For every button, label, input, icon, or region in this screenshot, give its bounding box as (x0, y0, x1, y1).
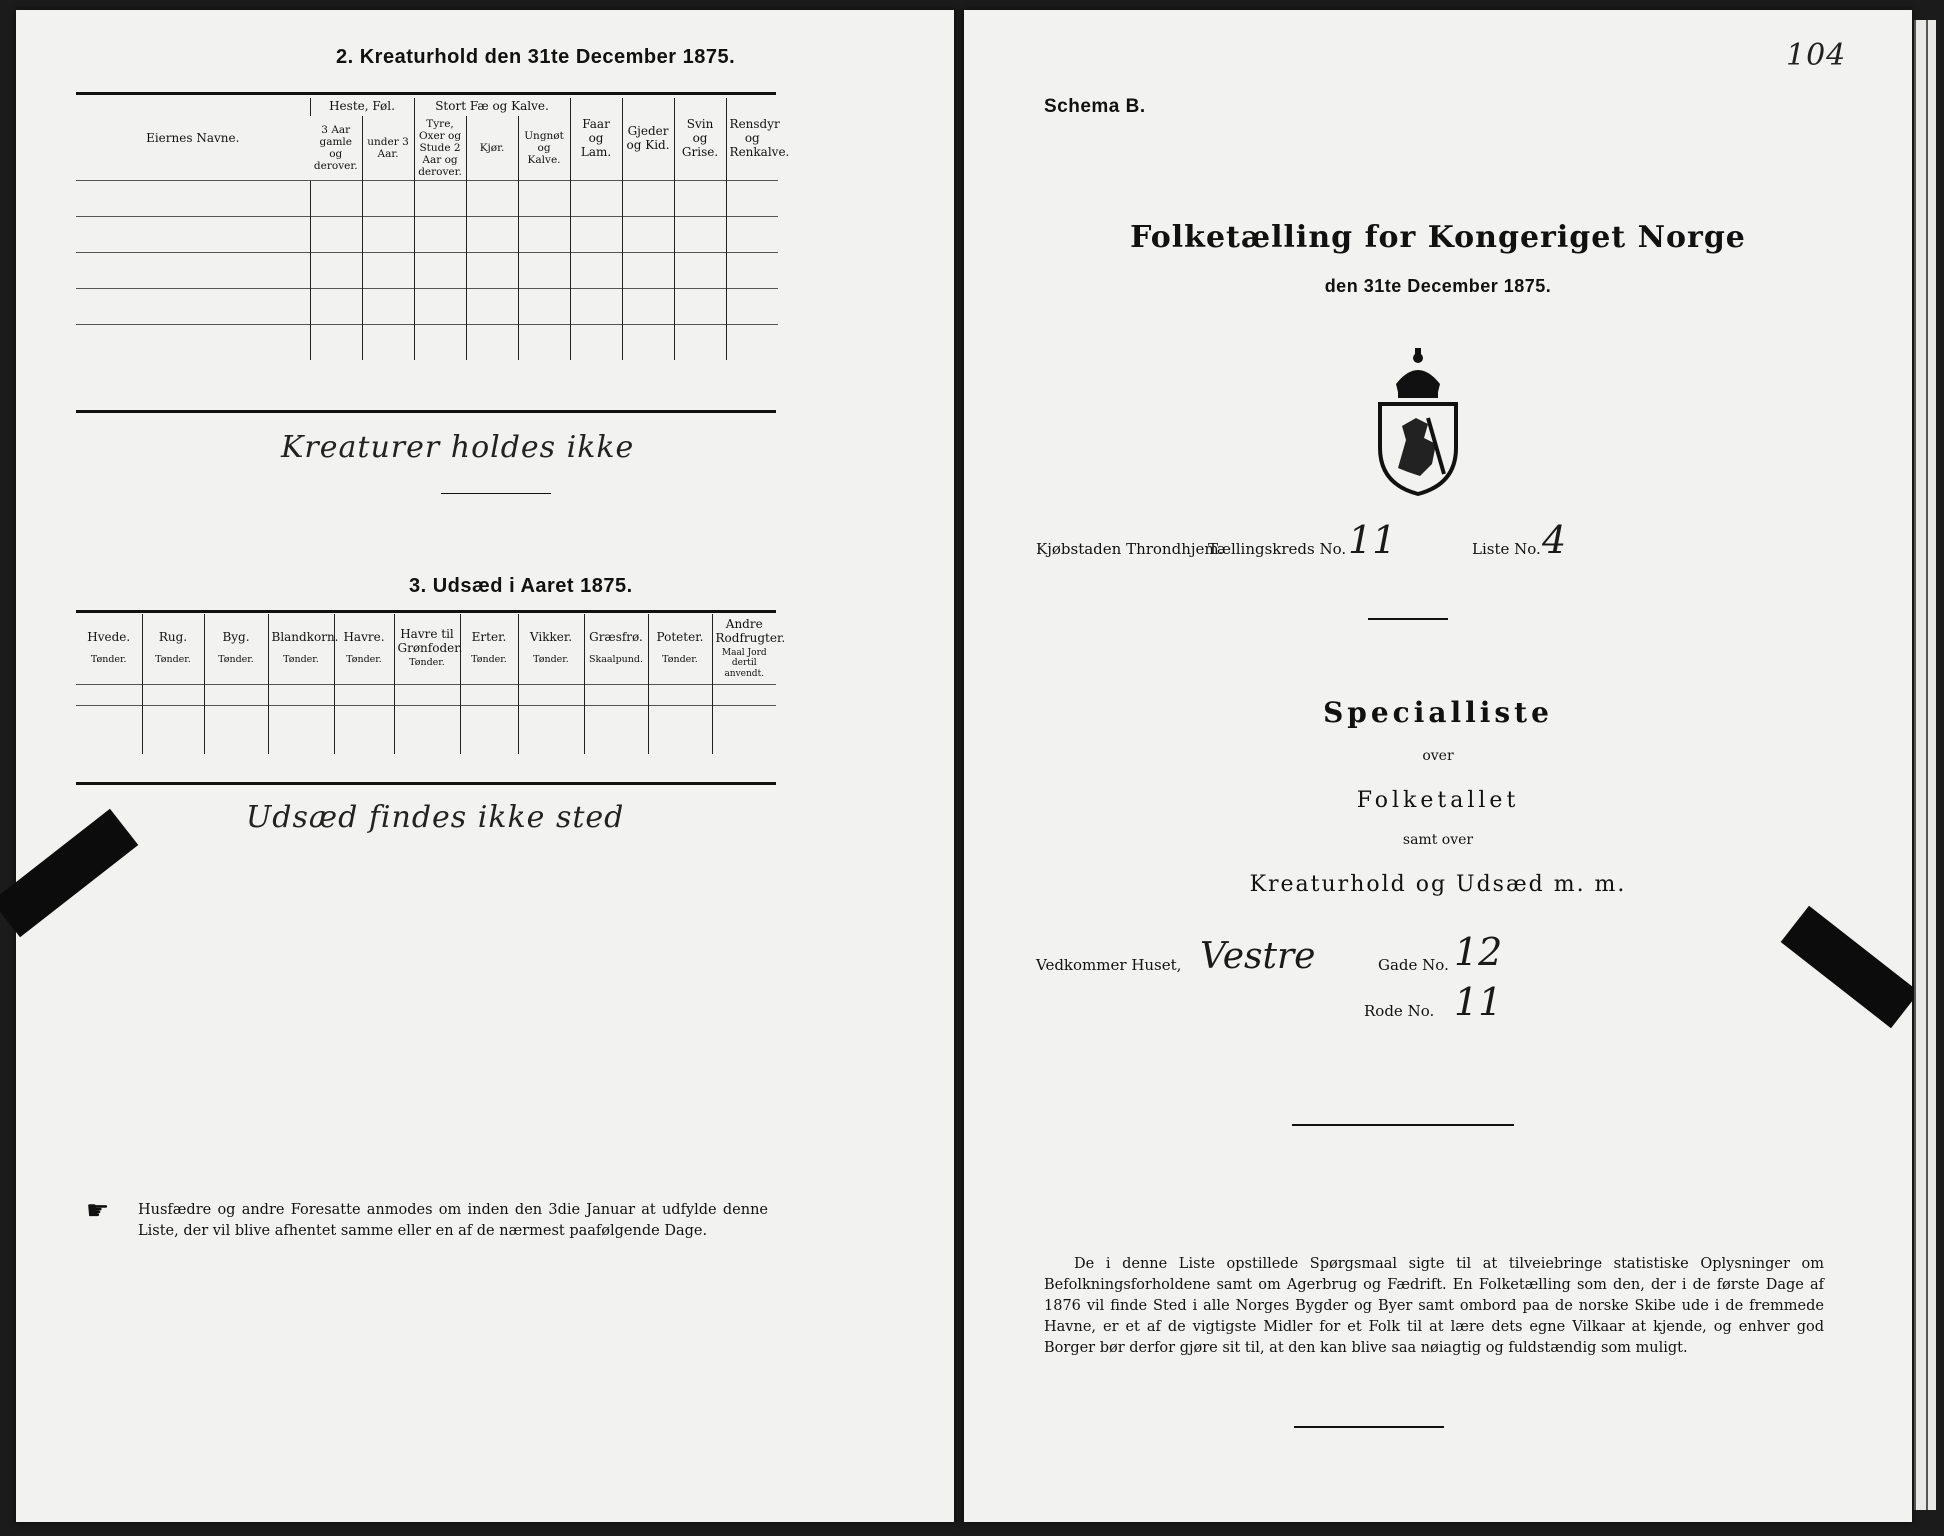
livestock-table (76, 98, 790, 360)
col-horses-3yr: 3 Aar gamle og derover. (313, 123, 358, 173)
seed-col-6: Erter. Tønder. (460, 614, 518, 684)
section3-top-rule (76, 610, 776, 613)
population-heading: Folketallet (1356, 788, 1520, 813)
city-label: Kjøbstaden Throndhjem. (1036, 540, 1224, 558)
list-label: Liste No. (1472, 540, 1541, 558)
table-row (76, 253, 778, 289)
special-list-heading: Specialliste (1323, 696, 1553, 729)
short-divider (1368, 618, 1448, 620)
table-row (76, 181, 778, 217)
left-page (16, 10, 954, 1522)
table-row (76, 705, 776, 754)
schema-label: Schema B. (1044, 96, 1146, 117)
footnote: Husfædre og andre Foresatte anmodes om inden den 3die Januar at udfylde denne Liste, der vil blive afhentet samme eller en af de nærmest paafølgende Dage. (138, 1202, 768, 1239)
seed-col-8: Græsfrø. Skaalpund. (584, 614, 648, 684)
col-horses-under3: under 3 Aar. (362, 116, 414, 181)
col-young-cattle: Ungnøt og Kalve. (518, 116, 570, 181)
house-label: Vedkommer Huset, (1036, 956, 1182, 974)
table-row (76, 325, 778, 361)
census-title: Folketælling for Kongeriget Norge (1130, 220, 1746, 255)
short-divider (441, 493, 551, 494)
col-pigs: Svin og Grise. (674, 98, 726, 181)
seed-col-5: Havre til Grønfoder. Tønder. (394, 614, 460, 684)
rode-value: 11 (1454, 980, 1503, 1024)
col-reindeer: Rensdyr og Renkalve. (726, 98, 778, 181)
bottom-divider (1294, 1426, 1444, 1428)
handwritten-livestock-note: Kreaturer holdes ikke (281, 430, 635, 465)
seed-col-3: Blandkorn. Tønder. (268, 614, 334, 684)
section2-top-rule (76, 92, 776, 95)
street-label: Gade No. (1378, 956, 1449, 974)
col-owner-names: Eiernes Navne. (146, 131, 240, 146)
table-row (76, 217, 778, 253)
coat-of-arms-icon (1358, 348, 1478, 496)
col-cows: Kjør. (466, 116, 518, 181)
col-sheep: Faar og Lam. (570, 98, 622, 181)
section2-bottom-rule (76, 410, 776, 413)
section3-title: 3. Udsæd i Aaret 1875. (409, 575, 633, 597)
rode-label: Rode No. (1364, 1002, 1435, 1020)
over-label-2: samt over (1402, 832, 1474, 848)
seed-col-2: Byg. Tønder. (204, 614, 268, 684)
census-date: den 31te December 1875. (1324, 276, 1552, 296)
seed-table (76, 614, 786, 754)
district-value: 11 (1348, 518, 1397, 562)
seed-col-7: Vikker. Tønder. (518, 614, 584, 684)
page-edge (1914, 20, 1926, 1510)
notice-paragraph: De i denne Liste opstillede Spørgsmaal sigte til at tilveiebringe statistiske Oplysninger om Befolkningsforholdene samt om Agerbrug og Fædrift. En Folketælling som den, der i de første Dage af 1876 vil finde Sted i alle Norges Bygder og Byer samt ombord paa de norske Skibe ude i de fremmede Havne, er et af de vigtigste Midler for et Folk til at lære dets egne Vilkaar at kjende, og enhver god Borger bør derfor gjøre sit til, at den kan blive saa nøiagtig og fuldstændig som muligt. (1044, 1256, 1824, 1356)
section3-bottom-rule (76, 782, 776, 785)
col-horses: Heste, Føl. (310, 98, 414, 116)
col-bulls-oxen: Tyre, Oxer og Stude 2 Aar og derover. (414, 116, 466, 181)
col-goats: Gjeder og Kid. (622, 98, 674, 181)
pointing-hand-icon: ☛ (86, 1196, 110, 1226)
list-value: 4 (1542, 518, 1567, 562)
over-label-1: over (1422, 748, 1454, 764)
seed-col-10: Andre Rodfrugter. Maal Jord dertil anvendt. (712, 614, 776, 684)
seed-col-9: Poteter. Tønder. (648, 614, 712, 684)
seed-col-4: Havre. Tønder. (334, 614, 394, 684)
handwritten-seed-note: Udsæd findes ikke sted (246, 800, 625, 835)
street-number: 12 (1454, 930, 1503, 974)
divider-line (1292, 1124, 1514, 1126)
table-row (76, 289, 778, 325)
seed-col-0: Hvede. Tønder. (87, 630, 131, 666)
right-page (964, 10, 1912, 1522)
livestock-heading: Kreaturhold og Udsæd m. m. (1249, 872, 1627, 897)
page-edge (1926, 20, 1936, 1510)
seed-col-1: Rug. Tønder. (142, 614, 204, 684)
section2-title: 2. Kreaturhold den 31te December 1875. (336, 46, 736, 68)
district-label: Tællingskreds No. (1208, 540, 1347, 558)
street-value: Vestre (1200, 936, 1316, 977)
table-row (76, 684, 776, 705)
page-number: 104 (1786, 38, 1847, 73)
col-cattle: Stort Fæ og Kalve. (414, 98, 570, 116)
